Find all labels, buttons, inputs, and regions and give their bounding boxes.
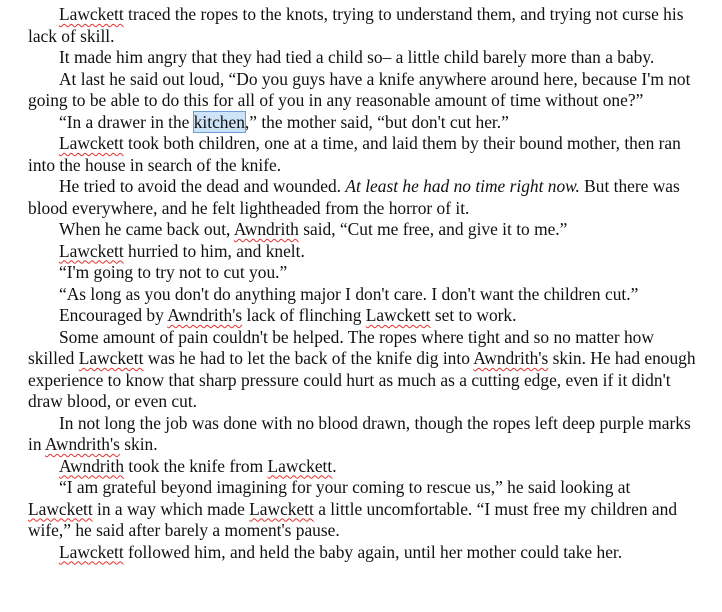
selected-word[interactable]: kitchen	[193, 111, 245, 132]
misspelled-word[interactable]: Lawckett	[365, 305, 431, 325]
misspelled-word[interactable]: Awndrith's	[473, 348, 549, 368]
text-run: .	[332, 455, 337, 476]
text-run: skin.	[119, 434, 158, 454]
text-run: hurried to him, and knelt.	[123, 240, 305, 261]
misspelled-word[interactable]: Awndrith	[233, 219, 299, 239]
text-run: It made him angry that they had tied a child so– a little child barely more than a baby.	[59, 47, 655, 67]
paragraph[interactable]	[28, 327, 696, 413]
paragraph[interactable]	[28, 542, 696, 564]
misspelled-word[interactable]: Lawckett	[249, 498, 314, 519]
paragraph[interactable]	[28, 112, 696, 134]
text-run: said, “Cut me free, and give it to me.”	[298, 219, 568, 239]
italic-text: At least he had no time right now.	[345, 176, 580, 196]
text-run: “As long as you don't do anything major I don't care. I don't want the children cut.”	[59, 283, 639, 304]
text-run: was he had to let the back of the knife dig into	[143, 348, 474, 368]
paragraph[interactable]	[28, 176, 696, 219]
misspelled-word[interactable]: Awndrith	[59, 455, 125, 476]
paragraph[interactable]	[28, 456, 696, 478]
misspelled-word[interactable]: Lawckett	[59, 4, 124, 24]
paragraph[interactable]	[28, 241, 696, 263]
paragraph[interactable]	[28, 219, 696, 241]
text-run: When he came back out,	[59, 219, 234, 239]
text-run: set to work.	[430, 305, 517, 325]
text-run: “I'm going to try not to cut you.”	[59, 262, 288, 282]
text-run: lack of flinching	[242, 305, 366, 325]
paragraph[interactable]	[28, 413, 696, 456]
text-run: “I am grateful beyond imagining for your coming to rescue us,” he said looking at	[59, 477, 631, 497]
text-run: followed him, and held the baby again, until her mother could take her.	[123, 541, 623, 562]
text-run: But there was blood everywhere, and he felt lightheaded from the horror of it.	[28, 176, 680, 218]
paragraph[interactable]	[28, 305, 696, 327]
text-run: in a way which made	[92, 498, 250, 519]
misspelled-word[interactable]: Lawckett	[59, 541, 124, 562]
text-run: “In a drawer in the	[59, 111, 194, 132]
misspelled-word[interactable]: Awndrith's	[44, 434, 120, 454]
text-run: took the knife from	[124, 455, 268, 476]
paragraph[interactable]	[28, 69, 696, 112]
paragraph[interactable]	[28, 284, 696, 306]
misspelled-word[interactable]: Awndrith's	[167, 305, 243, 325]
paragraph[interactable]	[28, 47, 696, 69]
text-run: skin. He had enough experience to know that sharp pressure could hurt as much as a cutting edge, even if it didn't draw blood, or even cut.	[28, 348, 696, 411]
paragraph[interactable]	[28, 4, 696, 47]
text-run: He tried to avoid the dead and wounded.	[59, 176, 346, 196]
document-body[interactable]	[28, 4, 696, 563]
text-run: took both children, one at a time, and laid them by their bound mother, then ran into the house in search of the knife.	[28, 133, 681, 175]
misspelled-word[interactable]: Lawckett	[267, 455, 333, 476]
misspelled-word[interactable]: Lawckett	[59, 240, 124, 261]
paragraph[interactable]	[28, 477, 696, 542]
text-run: At last he said out loud, “Do you guys have a knife anywhere around here, because I'm not going to be able to do this for all of you in any reasonable amount of time without one?”	[28, 68, 691, 110]
text-run: traced the ropes to the knots, trying to understand them, and trying not curse his lack of skill.	[28, 4, 684, 46]
misspelled-word[interactable]: Lawckett	[28, 498, 93, 519]
text-run: In not long the job was done with no blood drawn, though the ropes left deep purple marks in	[28, 412, 691, 454]
misspelled-word[interactable]: Lawckett	[59, 133, 124, 153]
misspelled-word[interactable]: Lawckett	[78, 348, 144, 368]
text-run: a little uncomfortable. “I must free my children and wife,” he said after barely a moment's pause.	[28, 498, 678, 540]
text-run: ,” the mother said, “but don't cut her.”	[244, 111, 509, 132]
paragraph[interactable]	[28, 133, 696, 176]
text-run: Some amount of pain couldn't be helped. The ropes where tight and so no matter how skilled	[28, 326, 654, 368]
text-run: Encouraged by	[59, 305, 168, 325]
paragraph[interactable]	[28, 262, 696, 284]
